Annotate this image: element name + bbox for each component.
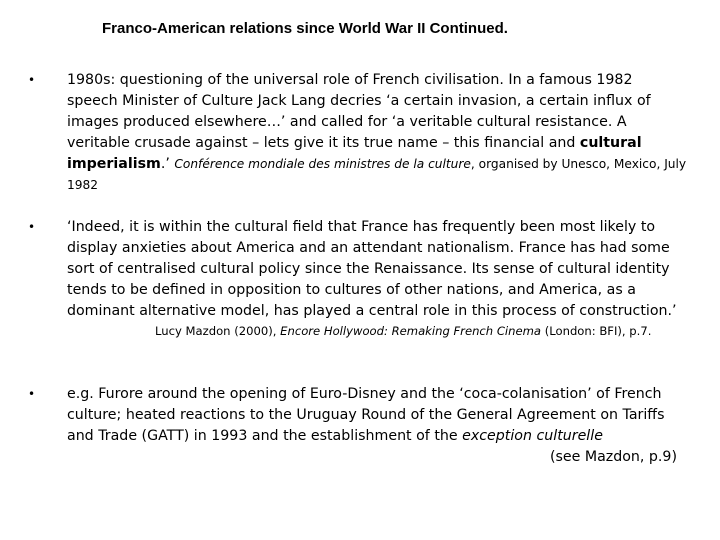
bullet-main-text: 1980s: questioning of the universal role of French civilisation. In a famous 1982 speech Minister of Culture Jack Lang decries ‘a certain invasion, a certain influx of images produced elsewhere…’ and called for ‘a veritable cultural resistance. A veritable crusade against – lets give it its true name – this financial and: [67, 72, 651, 151]
reference-details: , organised by Unesco, Mexico, July 1982: [67, 157, 687, 192]
bullet-marker: •: [28, 220, 36, 234]
citation-title: Encore Hollywood: Remaking French Cinema: [280, 324, 542, 338]
bullet-marker: •: [28, 387, 36, 401]
bullet-text: [67, 70, 687, 196]
slide-title: Franco-American relations since World War II Continued.: [102, 20, 508, 37]
bold-phrase: cultural imperialism: [67, 135, 642, 172]
citation-author: Lucy Mazdon (2000),: [155, 324, 281, 338]
bullet-marker: •: [28, 73, 36, 87]
bullet-item-quote: [28, 217, 688, 339]
reference-title: Conférence mondiale des ministres de la culture: [174, 157, 471, 171]
citation: [155, 323, 687, 339]
bullet-main-text: e.g. Furore around the opening of Euro-Disney and the ‘coca-colanisation’ of French culture; heated reactions to the Uruguay Round of the General Agreement on Tariffs and Trade (GATT) in 1993 and the establishment of the: [67, 386, 665, 444]
bullet-item-examples: [28, 384, 688, 468]
bullet-text: [67, 384, 687, 468]
quote-text: ‘Indeed, it is within the cultural field that France has frequently been most likely to display anxieties about America and an attendant nationalism. France has had some sort of centralised cultural policy since the Renaissance. Its sense of cultural identity tends to be defined in opposition to cultures of other nations, and America, as a dominant alternative model, has played a central role in this process of construction.’: [67, 219, 677, 319]
italic-term: exception culturelle: [462, 428, 603, 444]
citation-details: (London: BFI), p.7.: [541, 324, 652, 338]
see-reference: (see Mazdon, p.9): [549, 449, 677, 465]
quote-close: .’: [160, 156, 170, 172]
bullet-item-1980s: [28, 70, 688, 196]
bullet-text: [67, 217, 687, 339]
